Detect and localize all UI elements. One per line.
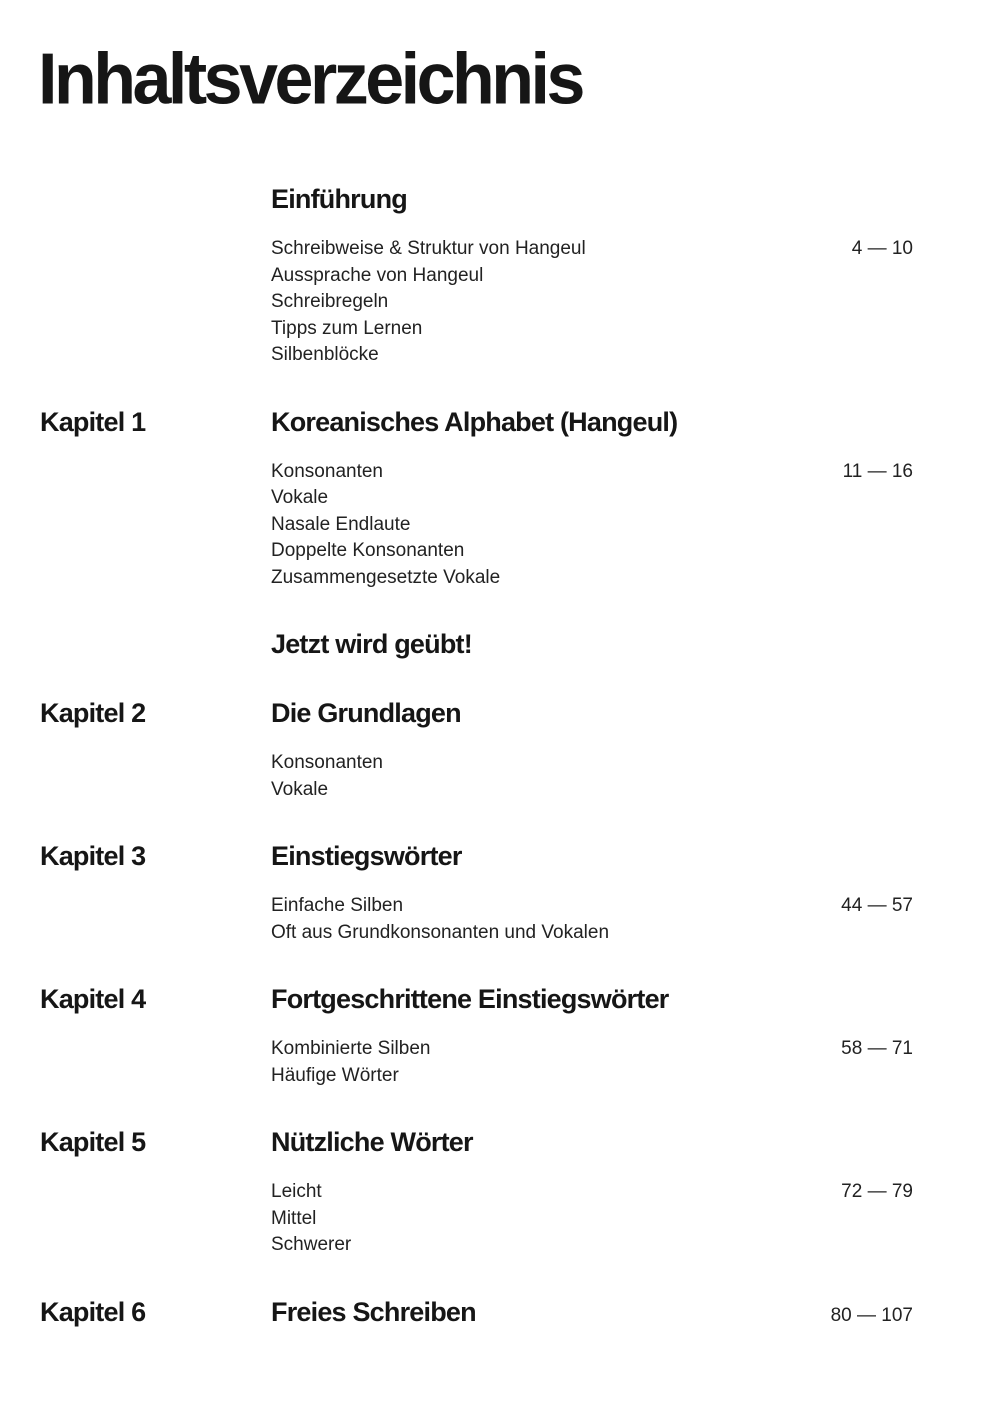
chapter-label: Kapitel 3 [40,841,146,871]
toc-item-label: Oft aus Grundkonsonanten und Vokalen [271,921,610,943]
page-title: Inhaltsverzeichnis [38,37,582,119]
toc-section-kapitel-6 [0,1297,992,1328]
toc-section-kapitel-3 [0,841,992,946]
toc-item-label: Silbenblöcke [271,344,379,365]
page-range: 80 — 107 [830,1304,913,1326]
section-heading: Einführung [271,184,407,214]
toc-item [0,538,992,565]
toc-item-label: Einfache Silben [271,895,404,916]
section-heading: Die Grundlagen [271,698,461,728]
toc-item [0,920,992,947]
toc-item [0,459,992,486]
toc-item-label: Kombinierte Silben [271,1038,431,1059]
chapter-label: Kapitel 1 [40,406,146,437]
toc-item-label: Konsonanten [271,460,383,482]
toc-item [0,512,992,539]
section-heading: Koreanisches Alphabet (Hangeul) [271,406,678,437]
toc-item [0,1206,992,1233]
toc-item-label: Häufige Wörter [271,1064,399,1086]
toc-item-label: Mittel [271,1207,317,1229]
page-range: 58 — 71 [841,1038,913,1059]
page-range: 44 — 57 [841,895,913,916]
page-range: 4 — 10 [851,238,913,259]
toc-item-label: Schwerer [271,1234,352,1255]
chapter-label: Kapitel 5 [40,1127,146,1157]
toc-item-label: Vokale [271,487,329,508]
toc-section-kapitel-1 [0,407,992,592]
toc-item [0,1036,992,1063]
section-heading: Fortgeschrittene Einstiegswörter [271,984,669,1014]
toc-item-label: Leicht [271,1181,322,1202]
toc-item-label: Zusammengesetzte Vokale [271,566,501,588]
toc-item [0,1063,992,1090]
toc-item [0,263,992,290]
toc-item-label: Vokale [271,778,329,800]
toc-item-label: Schreibweise & Struktur von Hangeul [271,238,586,259]
toc-item [0,342,992,369]
toc-item-label: Doppelte Konsonanten [271,540,465,561]
section-heading: Jetzt wird geübt! [271,629,472,659]
chapter-label: Kapitel 2 [40,698,146,728]
toc-item [0,485,992,512]
chapter-label: Kapitel 6 [40,1296,146,1327]
toc-item-label: Aussprache von Hangeul [271,264,484,286]
toc-section-kapitel-5 [0,1127,992,1259]
toc-item-label: Konsonanten [271,752,383,773]
toc-section-einfuehrung [0,184,992,369]
page-range: 11 — 16 [842,460,913,482]
toc-item [0,1179,992,1206]
toc-item [0,289,992,316]
toc-item [0,893,992,920]
toc-item-label: Tipps zum Lernen [271,317,423,339]
chapter-label: Kapitel 4 [40,984,146,1014]
toc-item [0,777,992,804]
section-heading: Nützliche Wörter [271,1127,473,1157]
table-of-contents [0,184,992,1328]
section-heading: Einstiegswörter [271,841,462,871]
toc-section-kapitel-2 [0,698,992,803]
toc-item [0,316,992,343]
toc-section-jetzt-wird-geuebt [0,629,992,660]
toc-item-label: Nasale Endlaute [271,513,411,535]
toc-item-label: Schreibregeln [271,291,389,312]
toc-item [0,750,992,777]
section-heading: Freies Schreiben [271,1296,476,1327]
toc-item [0,236,992,263]
toc-section-kapitel-4 [0,984,992,1089]
page-range: 72 — 79 [841,1181,913,1202]
toc-item [0,1232,992,1259]
toc-item [0,565,992,592]
